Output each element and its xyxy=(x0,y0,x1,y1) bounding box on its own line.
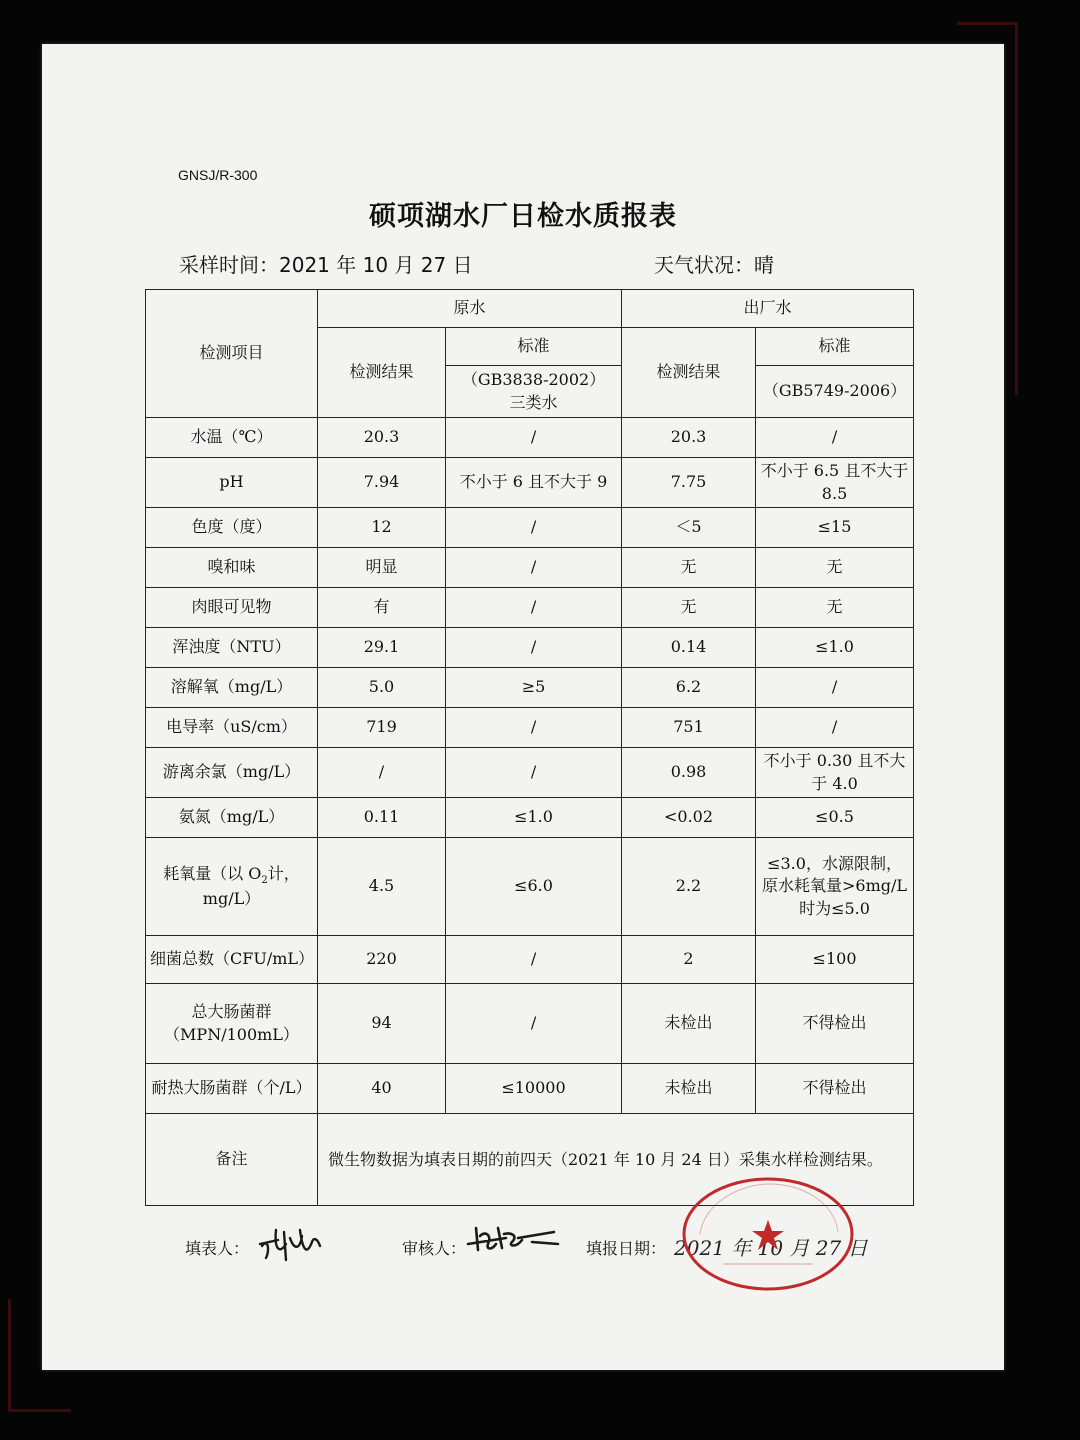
raw-standard: ≤6.0 xyxy=(446,838,622,936)
out-standard-header: 标准 xyxy=(756,328,914,366)
raw-result: 94 xyxy=(318,984,446,1064)
weather-label: 天气状况： xyxy=(654,253,754,277)
raw-water-header: 原水 xyxy=(318,290,622,328)
sampling-time-value: 2021 年 10 月 27 日 xyxy=(279,253,473,277)
row-item: 肉眼可见物 xyxy=(146,588,318,628)
raw-standard: / xyxy=(446,548,622,588)
out-result: 751 xyxy=(622,708,756,748)
raw-standard-spec xyxy=(446,366,622,418)
raw-standard: ≤10000 xyxy=(446,1064,622,1114)
row-item: 耗氧量（以 $O_2$计，mg/L） xyxy=(146,838,318,936)
table-row xyxy=(146,458,914,508)
raw-standard-class: 三类水 xyxy=(509,392,558,412)
official-seal xyxy=(678,1174,858,1294)
table-row xyxy=(146,418,914,458)
raw-standard: / xyxy=(446,588,622,628)
filler-signature xyxy=(256,1220,326,1266)
raw-standard: 不小于 6 且不大于 9 xyxy=(446,458,622,508)
document-code: GNSJ/R-300 xyxy=(178,167,258,183)
table-row xyxy=(146,748,914,798)
out-result: <0.02 xyxy=(622,798,756,838)
reviewer-signature xyxy=(462,1214,562,1260)
out-standard: 无 xyxy=(756,588,914,628)
out-standard-code: （GB5749-2006） xyxy=(756,366,914,418)
out-standard: 不小于 6.5 且不大于 8.5 xyxy=(756,458,914,508)
sampling-time-label: 采样时间： xyxy=(179,253,279,277)
raw-result: 有 xyxy=(318,588,446,628)
row-item: 氨氮（mg/L） xyxy=(146,798,318,838)
remark-label: 备注 xyxy=(146,1114,318,1206)
raw-result: 0.11 xyxy=(318,798,446,838)
page-title: 硕项湖水厂日检水质报表 xyxy=(369,201,677,232)
weather-status xyxy=(654,249,774,278)
raw-standard-header: 标准 xyxy=(446,328,622,366)
row-item: 水温（℃） xyxy=(146,418,318,458)
table-row xyxy=(146,668,914,708)
raw-standard: / xyxy=(446,508,622,548)
row-item: 溶解氧（mg/L） xyxy=(146,668,318,708)
table-row xyxy=(146,798,914,838)
out-standard: ≤100 xyxy=(756,936,914,984)
out-standard: 不得检出 xyxy=(756,1064,914,1114)
out-result: 无 xyxy=(622,548,756,588)
item-header: 检测项目 xyxy=(146,290,318,418)
row-item: 浑浊度（NTU） xyxy=(146,628,318,668)
raw-result-header: 检测结果 xyxy=(318,328,446,418)
date-label: 填报日期： xyxy=(586,1239,667,1258)
raw-standard: / xyxy=(446,936,622,984)
table-row xyxy=(146,508,914,548)
raw-standard: / xyxy=(446,984,622,1064)
out-standard: ≤0.5 xyxy=(756,798,914,838)
out-result: 2.2 xyxy=(622,838,756,936)
out-water-header: 出厂水 xyxy=(622,290,914,328)
row-item: pH xyxy=(146,458,318,508)
raw-standard: / xyxy=(446,628,622,668)
table-row xyxy=(146,628,914,668)
table-row xyxy=(146,708,914,748)
table-row xyxy=(146,984,914,1064)
water-quality-table xyxy=(145,289,914,1206)
raw-result: 12 xyxy=(318,508,446,548)
table-row xyxy=(146,1064,914,1114)
out-standard: / xyxy=(756,418,914,458)
row-item: 嗅和味 xyxy=(146,548,318,588)
row-item: 耐热大肠菌群（个/L） xyxy=(146,1064,318,1114)
out-result: 0.98 xyxy=(622,748,756,798)
out-result: 未检出 xyxy=(622,984,756,1064)
out-standard: ≤3.0，水源限制，原水耗氧量>6mg/L 时为≤5.0 xyxy=(756,838,914,936)
raw-standard: ≤1.0 xyxy=(446,798,622,838)
table-row xyxy=(146,838,914,936)
row-item: 游离余氯（mg/L） xyxy=(146,748,318,798)
raw-standard: / xyxy=(446,418,622,458)
out-result-header: 检测结果 xyxy=(622,328,756,418)
raw-result: 40 xyxy=(318,1064,446,1114)
raw-result: 明显 xyxy=(318,548,446,588)
out-result: 6.2 xyxy=(622,668,756,708)
header-row-1 xyxy=(146,290,914,328)
sampling-time xyxy=(179,249,473,278)
out-result: 未检出 xyxy=(622,1064,756,1114)
raw-standard: / xyxy=(446,708,622,748)
out-standard: 不得检出 xyxy=(756,984,914,1064)
out-result: 20.3 xyxy=(622,418,756,458)
row-item: 细菌总数（CFU/mL） xyxy=(146,936,318,984)
raw-standard: / xyxy=(446,748,622,798)
out-standard: ≤15 xyxy=(756,508,914,548)
table-row xyxy=(146,936,914,984)
filler-label: 填表人： xyxy=(185,1239,250,1258)
row-item: 电导率（uS/cm） xyxy=(146,708,318,748)
raw-result: 29.1 xyxy=(318,628,446,668)
out-result: 2 xyxy=(622,936,756,984)
out-standard: / xyxy=(756,708,914,748)
raw-result: / xyxy=(318,748,446,798)
raw-result: 719 xyxy=(318,708,446,748)
raw-result: 5.0 xyxy=(318,668,446,708)
raw-result: 20.3 xyxy=(318,418,446,458)
remark-text: 微生物数据为填表日期的前四天（2021 年 10 月 24 日）采集水样检测结果。 xyxy=(318,1114,914,1206)
table-row xyxy=(146,588,914,628)
paper-sheet xyxy=(42,44,1004,1370)
out-result: ＜5 xyxy=(622,508,756,548)
handwritten-date: 2021 年 10 月 27 日 xyxy=(674,1236,868,1260)
out-standard: ≤1.0 xyxy=(756,628,914,668)
reviewer-label: 审核人： xyxy=(402,1239,467,1258)
raw-result: 4.5 xyxy=(318,838,446,936)
out-standard: 无 xyxy=(756,548,914,588)
raw-result: 7.94 xyxy=(318,458,446,508)
weather-value: 晴 xyxy=(754,253,774,277)
row-item: 总大肠菌群（MPN/100mL） xyxy=(146,984,318,1064)
table-row xyxy=(146,548,914,588)
out-result: 无 xyxy=(622,588,756,628)
raw-standard: ≥5 xyxy=(446,668,622,708)
out-standard: / xyxy=(756,668,914,708)
out-result: 7.75 xyxy=(622,458,756,508)
out-result: 0.14 xyxy=(622,628,756,668)
out-standard: 不小于 0.30 且不大于 4.0 xyxy=(756,748,914,798)
row-item: 色度（度） xyxy=(146,508,318,548)
raw-standard-code: （GB3838-2002） xyxy=(461,370,606,390)
raw-result: 220 xyxy=(318,936,446,984)
